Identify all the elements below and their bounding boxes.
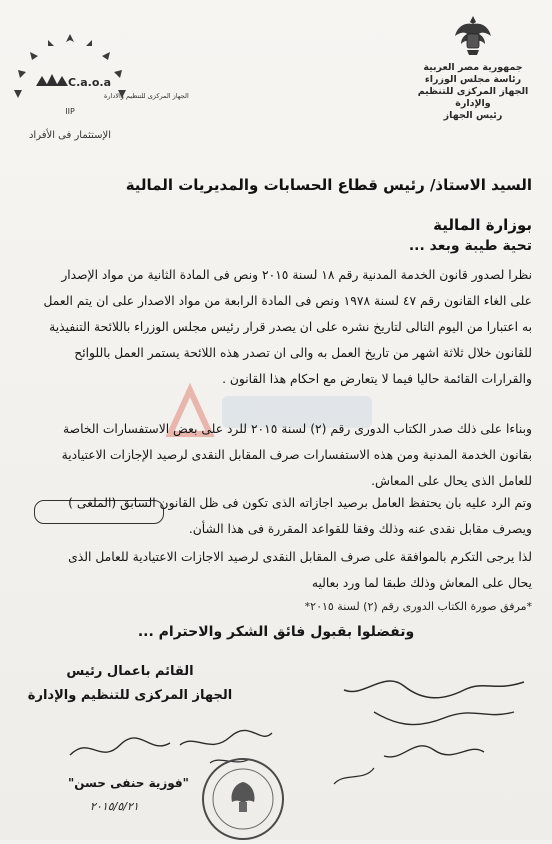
signer-title: القائم باعمال رئيس <box>66 664 194 679</box>
signature-block <box>20 660 240 708</box>
addressee-ministry: بوزارة المالية <box>433 216 532 234</box>
paragraph-4 <box>20 544 532 596</box>
body-line: نظرا لصدور قانون الخدمة المدنية رقم ١٨ لسنة ٢٠١٥ ونص فى المادة الثانية من مواد الإصدار <box>61 268 532 282</box>
body-line: لذا يرجى التكرم بالموافقة على صرف المقابل النقدى لرصيد الاجازات الاعتيادية للعامل الذى <box>68 550 532 564</box>
gov-line: رئيس الجهاز <box>443 110 503 121</box>
body-line: ويصرف مقابل نقدى عنه وذلك وفقا للقواعد المقررة فى هذا الشأن. <box>188 522 532 536</box>
eagle-emblem-icon <box>453 14 493 58</box>
body-line: يحال على المعاش وذلك طبقا لما ورد بعاليه <box>311 576 532 590</box>
gov-line: الجهاز المركزى للتنظيم والإدارة <box>417 86 529 109</box>
body-line: وتم الرد عليه بان يحتفظ العامل برصيد اجازاته الذى تكون فى ظل القانون السابق (الملغى ) <box>68 496 532 510</box>
attachment-note: *مرفق صورة الكتاب الدورى رقم (٢) لسنة ٢٠١٥* <box>304 600 532 613</box>
body-line: بقانون الخدمة المدنية ومن هذه الاستفسارات صرف المقابل النقدى لرصيد الإجازات الاعتيادية <box>61 448 532 462</box>
body-line: وبناءا على ذلك صدر الكتاب الدورى رقم (٢) لسنة ٢٠١٥ للرد على بعض الاستفسارات الخاصة <box>63 422 532 436</box>
paragraph-1 <box>20 262 532 392</box>
addressee-title: السيد الاستاذ/ رئيس قطاع الحسابات والمديريات المالية <box>125 176 532 194</box>
body-line: به اعتبارا من اليوم التالى لتاريخ نشره على ان يصدر قرار رئيس مجلس الوزراء باللائحة التنفيذية <box>49 320 532 334</box>
signature-date: ٢٠١٥/٥/٢١ <box>90 800 139 813</box>
signer-name: "فوزية حنفى حسن" <box>68 776 189 790</box>
paragraph-2 <box>20 416 532 494</box>
logo-motto: الإستثمار فى الأفراد <box>28 130 112 141</box>
caoa-logo <box>8 28 189 152</box>
body-line: للقانون خلال ثلاثة اشهر من تاريخ العمل به والى ان تصدر هذه اللائحة يستمر العمل باللوائح <box>74 346 532 360</box>
greeting: تحية طيبة وبعد ... <box>408 238 532 254</box>
logo-iip: IIP <box>65 107 75 116</box>
gov-line: جمهورية مصر العربية <box>423 62 523 73</box>
logo-arabic: الجهاز المركزى للتنظيم والادارة <box>104 92 189 100</box>
gov-line: رئاسة مجلس الوزراء <box>424 74 522 85</box>
paragraph-3 <box>20 490 532 542</box>
body-line: على الغاء القانون رقم ٤٧ لسنة ١٩٧٨ ونص فى المادة الرابعة من مواد الاصدار على ان يتم العمل <box>43 294 532 308</box>
body-line: للعامل الذى يحال على المعاش. <box>371 474 532 488</box>
government-header <box>408 14 538 122</box>
signer-agency: الجهاز المركزى للتنظيم والإدارة <box>27 688 233 703</box>
logo-abbr: C.a.o.a <box>68 76 112 89</box>
body-line: والقرارات القائمة حاليا فيما لا يتعارض مع احكام هذا القانون . <box>222 372 532 386</box>
closing-line: وتفضلوا بقبول فائق الشكر والاحترام ... <box>137 624 415 640</box>
handwritten-annotation <box>284 672 534 792</box>
official-stamp <box>198 754 288 844</box>
